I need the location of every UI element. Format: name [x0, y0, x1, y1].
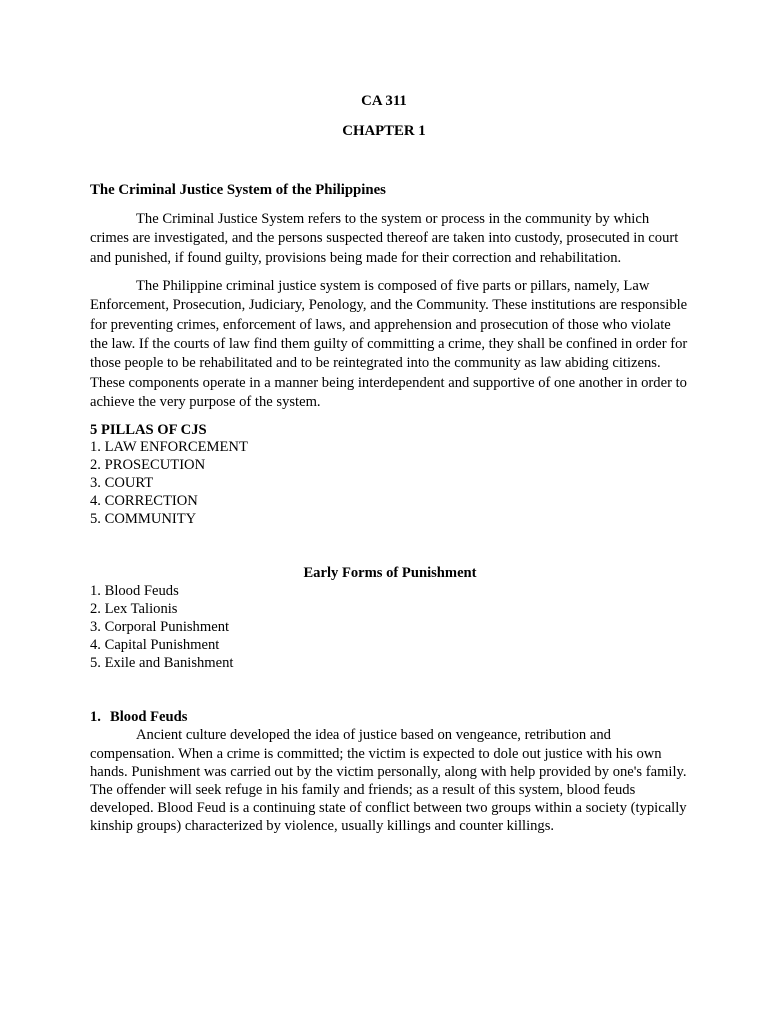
paragraph-pillars: The Philippine criminal justice system is composed of five parts or pillars, namely, Law Enforcement, Prosecution, Judiciary, Penology, and the Community. These institutions are responsible for preventing crimes, enforcement of laws, and apprehension and prosecution of those who violate the law. If the courts of law find them guilty of committing a crime, they shall be confined in order for those people to be rehabilitated and to be reintegrated into the community as law abiding citizens. These components operate in a manner being interdependent and supportive of one another in order to achieve the very purpose of the system. [90, 278, 688, 411]
list-item: 5. COMMUNITY [90, 510, 197, 527]
blood-feuds-paragraph: Ancient culture developed the idea of justice based on vengeance, retribution and compensation. When a crime is committed; the victim is expected to dole out justice with his own hands. Punishment was carried out by the victim personally, along with help provided by one's family. The offender will seek refuge in his family and friends; as a result of this system, blood feuds developed. Blood Feud is a continuing state of conflict between two groups within a society (typically kinship groups) characterized by violence, usually killings and counter killings. [90, 727, 687, 835]
list-item: 3. COURT [90, 475, 154, 492]
course-code: CA 311 [361, 93, 407, 109]
list-item: 1. Blood Feuds [90, 583, 179, 600]
paragraph-definition: The Criminal Justice System refers to the system or process in the community by which crimes are investigated, and the persons suspected thereof are taken into custody, prosecuted in court and punished, if found guilty, provisions being made for their correction and rehabilitation. [90, 211, 679, 266]
pillars-list [90, 439, 690, 528]
list-item: 2. PROSECUTION [90, 457, 206, 474]
punishment-list [90, 583, 690, 672]
blood-feuds-heading [90, 708, 690, 726]
chapter-title: CHAPTER 1 [342, 123, 426, 139]
document-body [90, 181, 690, 836]
section-title: The Criminal Justice System of the Philippines [90, 182, 386, 198]
list-item: 5. Exile and Banishment [90, 654, 234, 671]
blood-feuds-heading-text: Blood Feuds [110, 709, 188, 726]
list-item: 1. LAW ENFORCEMENT [90, 439, 248, 456]
blood-feuds-number: 1. [90, 709, 101, 726]
list-item: 2. Lex Talionis [90, 601, 178, 618]
list-item: 4. CORRECTION [90, 492, 198, 509]
punishment-heading: Early Forms of Punishment [303, 565, 477, 582]
list-item: 4. Capital Punishment [90, 636, 220, 653]
pillars-list-title: 5 PILLAS OF CJS [90, 422, 207, 439]
list-item: 3. Corporal Punishment [90, 619, 230, 636]
